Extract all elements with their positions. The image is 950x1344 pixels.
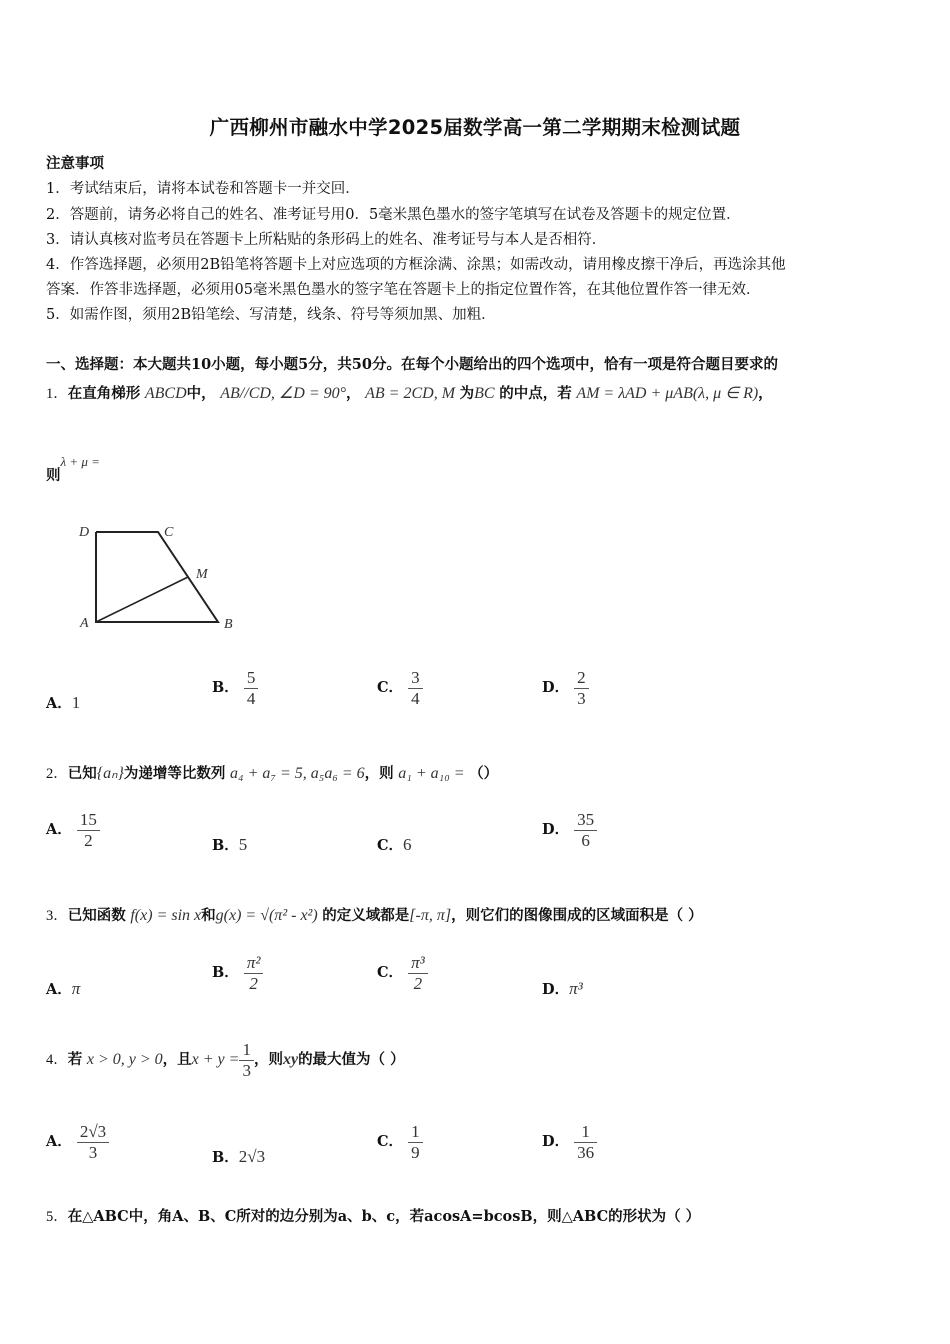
- option-fraction: [408, 1122, 423, 1162]
- q3-option-b[interactable]: [212, 953, 263, 993]
- question-5: [46, 1205, 700, 1226]
- option-label: A．: [46, 1133, 72, 1151]
- q3-text: 的定义域都是: [322, 907, 410, 924]
- option-label: D．: [542, 981, 570, 998]
- fraction-denominator: 3: [574, 688, 589, 709]
- q1-text: 则: [46, 467, 61, 484]
- question-2: [46, 762, 498, 783]
- option-value: π³: [569, 979, 583, 998]
- fraction-numerator: 15: [79, 810, 97, 829]
- q1-math: AB = 2CD, M: [365, 385, 456, 402]
- option-label: B．: [212, 837, 239, 854]
- q4-option-a[interactable]: [46, 1122, 109, 1162]
- vertex-label-m: M: [196, 567, 208, 582]
- q2-option-d[interactable]: [542, 810, 597, 850]
- q4-math: x + y =: [191, 1051, 240, 1069]
- fraction-numerator: π²: [246, 953, 261, 972]
- option-label: A．: [46, 821, 72, 839]
- q3-math: f(x) = sin x: [130, 907, 202, 924]
- question-3: [46, 904, 703, 925]
- q2-math: a₁ + a₁₀ =: [398, 765, 465, 782]
- fraction-numerator: π³: [411, 953, 425, 972]
- fraction-denominator: 2: [244, 973, 264, 994]
- option-label: B．: [212, 964, 239, 982]
- q3-text: ，则它们的图像围成的区域面积是（ ）: [451, 907, 703, 924]
- q1-math: BC: [474, 385, 495, 402]
- fraction-denominator: 4: [244, 688, 259, 709]
- fraction-denominator: 6: [574, 830, 597, 851]
- q4-option-c[interactable]: [377, 1122, 423, 1162]
- fraction-numerator: 2: [577, 668, 586, 687]
- notice-item: 4．作答选择题，必须用2B铅笔将答题卡上对应选项的方框涂满、涂黑；如需改动，请用橡皮擦干净后，再选涂其他: [46, 257, 786, 273]
- q2-option-c[interactable]: [377, 834, 412, 855]
- fraction-denominator: 36: [574, 1142, 597, 1163]
- fraction-numerator: 2√3: [79, 1122, 107, 1141]
- q4-fraction: [239, 1040, 254, 1080]
- q2-text: （）: [469, 765, 499, 782]
- q3-text: 和: [201, 907, 216, 924]
- q2-text: 为递增等比数列: [123, 765, 226, 782]
- vertex-label-d: D: [79, 525, 90, 540]
- option-fraction: [244, 953, 264, 993]
- question-number: 1．: [46, 386, 68, 402]
- option-label: A．: [46, 695, 72, 712]
- q3-option-d[interactable]: [542, 978, 583, 999]
- fraction-numerator: 3: [411, 668, 420, 687]
- q1-math: AM = λAD + μAB(λ, μ ∈ R): [576, 385, 759, 402]
- q3-text: 已知函数: [67, 907, 126, 924]
- q4-math: xy: [282, 1051, 299, 1069]
- option-fraction: [574, 810, 597, 850]
- fraction-denominator: 3: [239, 1060, 254, 1081]
- option-fraction: [77, 1122, 109, 1162]
- option-fraction: [574, 668, 589, 708]
- q4-option-d[interactable]: [542, 1122, 597, 1162]
- option-fraction: [408, 668, 423, 708]
- option-label: B．: [212, 679, 239, 697]
- option-label: A．: [46, 981, 72, 998]
- q1-option-a[interactable]: [46, 692, 80, 713]
- q2-math: {aₙ}: [96, 765, 124, 782]
- q1-option-b[interactable]: [212, 668, 258, 708]
- trapezoid-figure: [70, 516, 250, 636]
- notice-item: 1．考试结束后，请将本试卷和答题卡一并交回．: [46, 181, 360, 197]
- q1-math: ABCD: [144, 385, 187, 402]
- q1-ask: [46, 450, 100, 484]
- fraction-numerator: 1: [581, 1122, 590, 1141]
- fraction-denominator: 2: [77, 830, 100, 851]
- option-value: π: [71, 979, 81, 998]
- fraction-numerator: 1: [411, 1122, 420, 1141]
- q1-text: ，: [758, 385, 773, 402]
- option-label: D．: [542, 1133, 570, 1151]
- question-1: [46, 382, 773, 403]
- vertex-label-a: A: [80, 616, 89, 631]
- vertex-label-b: B: [224, 617, 233, 632]
- option-value: 1: [71, 693, 81, 712]
- q1-option-d[interactable]: [542, 668, 589, 708]
- option-value: 5: [238, 835, 248, 854]
- notice-item: 3．请认真核对监考员在答题卡上所粘贴的条形码上的姓名、准考证号与本人是否相符．: [46, 232, 607, 248]
- q1-text: 在直角梯形: [67, 385, 141, 402]
- fraction-numerator: 1: [242, 1040, 251, 1059]
- q4-math: x > 0, y > 0: [86, 1051, 163, 1069]
- option-value: 2√3: [238, 1147, 266, 1166]
- option-fraction: [244, 668, 259, 708]
- vertex-label-c: C: [164, 525, 174, 540]
- option-label: B．: [212, 1149, 239, 1166]
- fraction-denominator: 4: [408, 688, 423, 709]
- q1-text: ，: [346, 385, 361, 402]
- q3-math: g(x) = √(π² - x²): [215, 907, 318, 924]
- q3-math: [-π, π]: [409, 907, 452, 924]
- q5-text: 在△ABC中，角A、B、C所对的边分别为a、b、c，若acosA=bcosB，则△ABC的形状为（ ）: [67, 1208, 701, 1225]
- q3-option-c[interactable]: [377, 953, 428, 993]
- fraction-denominator: 9: [408, 1142, 423, 1163]
- notice-item: 5．如需作图，须用2B铅笔绘、写清楚，线条、符号等须加黑、加粗．: [46, 307, 496, 323]
- option-fraction: [77, 810, 100, 850]
- q3-option-a[interactable]: [46, 978, 80, 999]
- q2-option-a[interactable]: [46, 810, 100, 850]
- question-4: [46, 1040, 405, 1080]
- q2-text: 已知: [67, 765, 97, 782]
- q4-text: 若: [67, 1051, 83, 1069]
- option-fraction: [574, 1122, 597, 1162]
- option-label: C．: [377, 679, 404, 697]
- fraction-numerator: 5: [246, 668, 256, 687]
- section-heading: 一、选择题：本大题共10小题，每小题5分，共50分。在每个小题给出的四个选项中，恰有一项是符合题目要求的: [46, 356, 778, 373]
- notice-heading: 注意事项: [46, 155, 104, 172]
- question-number: 3．: [46, 908, 68, 924]
- option-value: 6: [403, 835, 412, 854]
- fraction-numerator: 35: [577, 810, 595, 829]
- question-number: 5．: [46, 1209, 68, 1225]
- notice-item: 2．答题前，请务必将自己的姓名、准考证号用0．5毫米黑色墨水的签字笔填写在试卷及答题卡的规定位置．: [46, 207, 741, 223]
- q1-option-c[interactable]: [377, 668, 423, 708]
- option-label: C．: [377, 1133, 404, 1151]
- question-number: 2．: [46, 766, 68, 782]
- q2-option-b[interactable]: [212, 834, 247, 855]
- q2-text: ，则: [364, 765, 394, 782]
- fraction-denominator: 2: [408, 973, 428, 994]
- q2-math: a₄ + a₇ = 5, a₅a₆ = 6: [230, 765, 365, 782]
- option-label: D．: [542, 821, 570, 839]
- option-fraction: [408, 953, 428, 993]
- fraction-denominator: 3: [77, 1142, 109, 1163]
- q1-text: 的中点，若: [499, 385, 572, 402]
- q1-math: AB//CD, ∠D = 90°: [220, 385, 347, 402]
- option-label: C．: [377, 964, 404, 982]
- page-title: 广西柳州市融水中学2025届数学高一第二学期期末检测试题: [209, 116, 741, 139]
- q4-text: ，且: [162, 1051, 192, 1069]
- option-label: D．: [542, 679, 570, 697]
- option-label: C．: [377, 837, 404, 854]
- notice-item: 答案．作答非选择题，必须用05毫米黑色墨水的签字笔在答题卡上的指定位置作答，在其他位置作答一律无效．: [46, 282, 761, 298]
- q1-text: 为: [459, 385, 475, 402]
- q4-text: ，则: [253, 1051, 283, 1069]
- q1-text: 中，: [186, 385, 216, 402]
- q4-option-b[interactable]: [212, 1146, 265, 1167]
- question-number: 4．: [46, 1052, 68, 1069]
- q4-text: 的最大值为（ ）: [298, 1051, 405, 1069]
- q1-math: λ + μ =: [60, 454, 100, 469]
